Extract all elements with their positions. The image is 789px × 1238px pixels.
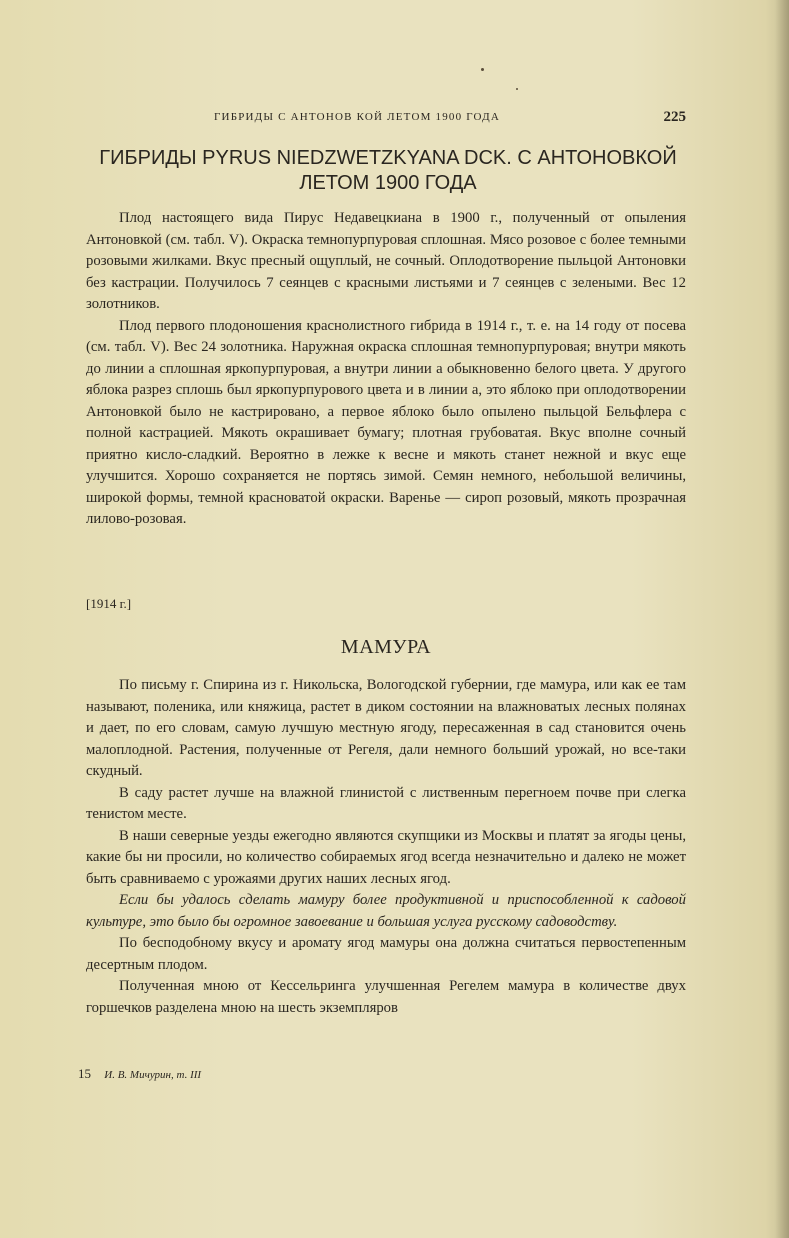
article-body [86,208,686,531]
page-number: 225 [663,109,686,125]
paper-speck [516,88,518,90]
italic-paragraph: Если бы удалось сделать мамуру более продуктивной и приспособленной к садовой культуре, это было бы огромное завоевание и большая услуга русскому садоводству. [86,892,686,930]
page-edge-shadow [775,0,789,1238]
signature-mark: 15 [78,1066,91,1081]
volume-reference: И. В. Мичурин, т. III [104,1069,202,1081]
section-title: МАМУРА [340,636,432,658]
running-title: ГИБРИДЫ С АНТОНОВ КОЙ ЛЕТОМ 1900 ГОДА [214,111,501,123]
paper-speck [481,68,484,71]
section-body [86,675,686,1019]
section-paragraph: В саду растет лучше на влажной глинистой с лиственным перегноем почве при слегка тенистом месте. [86,784,686,822]
section-paragraph: В наши северные уезды ежегодно являются скупщики из Москвы и платят за ягоды цены, какие бы ни просили, но количество собираемых ягод всегда незначительно и далеко не может быть сравниваемо с урожаями других наших лесных ягод. [86,827,686,887]
article-paragraph: Плод первого плодоношения краснолистного гибрида в 1914 г., т. е. на 14 году от посева (см. табл. V). Вес 24 золотника. Наружная окраска сплошная темнопурпуровая; внутри мякоть до линии а сплошная яркопурпуровая, а внутри линии а обыкновенно белого цвета. У другого яблока разрез сплошь был яркопурпурового цвета и в линии а, это яблоко при оплодотворении Антоновкой было не кастрировано, а первое яблоко было опылено пыльцой Бельфлера с полной кастрацией. Мякоть окрашивает бумагу; плотная грубоватая. Вкус вполне сочный приятно кисло-сладкий. Вероятно в лежке к весне и мякоть станет нежной и вкус еще улучшится. Хорошо сохраняется не портясь зимой. Семян немного, небольшой величины, широкой формы, темной красноватой окраски. Варенье — сироп розовый, мякоть прозрачная лилово-розовая. [86,317,686,527]
section-paragraph: По письму г. Спирина из г. Никольска, Вологодской губернии, где мамура, или как ее там называют, поленика, или княжица, растет в диком состоянии на влажноватых лесных полянах и дает, по его словам, самую лучшую местную ягоду, пересаженная в сад становится очень малоплодной. Растения, полученные от Регеля, дали немного больший урожай, но все-таки скудный. [86,677,686,779]
date-note: [1914 г.] [86,596,132,611]
article-paragraph: Плод настоящего вида Пирус Недавецкиана в 1900 г., полученный от опыления Антоновкой (см. табл. V). Окраска темнопурпуровая сплошная. Мясо розовое с более темными розовыми жилками. Вкус пресный ощуплый, не сочный. Оплодотворение пыльцой Антоновки без кастрации. Получилось 7 сеянцев с красными листьями и 7 сеянцев с зелеными. Вес 12 золотников. [86,210,686,312]
section-paragraph: Полученная мною от Кессельринга улучшенная Регелем мамура в количестве двух горшечков разделена мною на шесть экземпляров [86,978,686,1016]
article-title: ГИБРИДЫ PYRUS NIEDZWETZKYANA DCK. С АНТОНОВКОЙ ЛЕТОМ 1900 ГОДА [99,147,677,194]
page-footer [78,1066,201,1084]
italic-block [86,890,686,933]
running-header [86,109,686,129]
section-paragraph: По бесподобному вкусу и аромату ягод мамуры она должна считаться первоcтепенным десертным плодом. [86,935,686,973]
